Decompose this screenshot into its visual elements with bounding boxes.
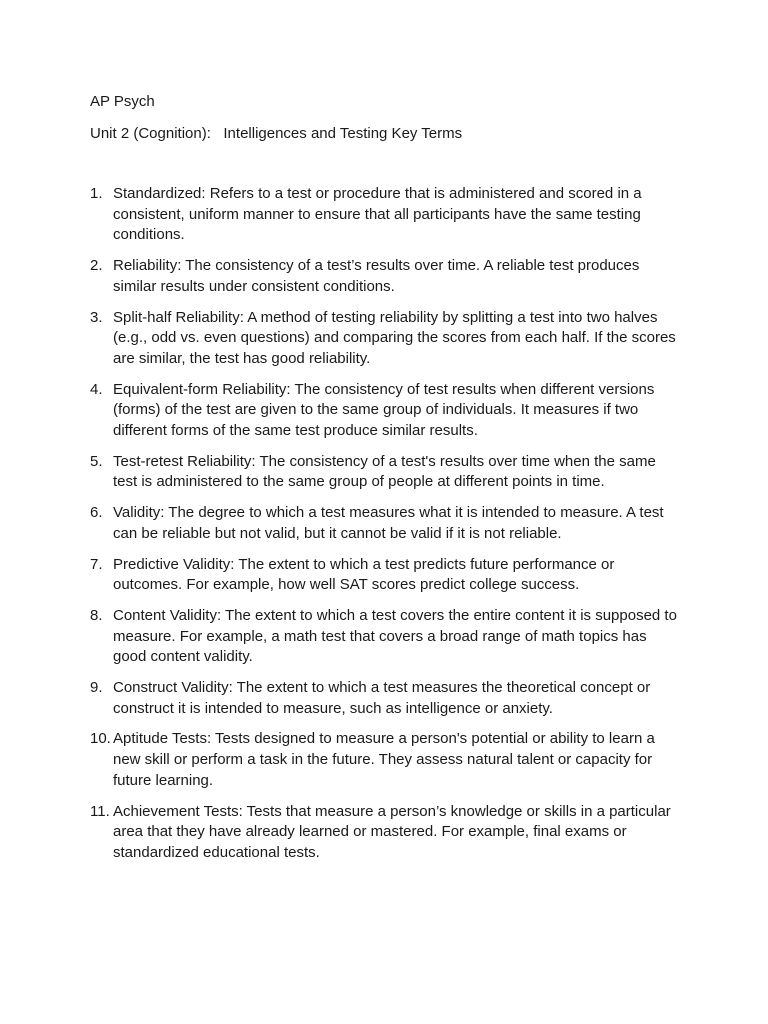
term-text: Standardized: Refers to a test or procedure that is administered and scored in a consistent, uniform manner to ensure that all participants have the same testing conditions. <box>113 185 642 244</box>
term-number: 11. <box>90 802 110 820</box>
term-number: 9. <box>90 679 103 697</box>
term-text: Aptitude Tests: Tests designed to measure a person's potential or ability to learn a new skill or perform a task in the future. They assess natural talent or capacity for future learning. <box>113 730 655 789</box>
term-item <box>90 729 680 791</box>
term-item <box>90 308 680 370</box>
term-item <box>90 452 680 493</box>
term-item <box>90 380 680 442</box>
term-number: 5. <box>90 452 103 470</box>
term-text: Equivalent-form Reliability: The consistency of test results when different versions (forms) of the test are given to the same group of individuals. It measures if two different forms of the same test produce similar results. <box>113 380 655 440</box>
term-number: 6. <box>90 504 103 522</box>
term-item <box>90 678 680 719</box>
term-number: 4. <box>90 380 103 398</box>
term-item <box>90 503 680 544</box>
term-item <box>90 802 680 864</box>
term-number: 8. <box>90 606 103 624</box>
term-item <box>90 555 680 596</box>
term-text: Validity: The degree to which a test measures what it is intended to measure. A test can be reliable but not valid, but it cannot be valid if it is not reliable. <box>113 504 664 542</box>
term-number: 7. <box>90 555 103 573</box>
term-item <box>90 606 680 668</box>
term-text: Test-retest Reliability: The consistency of a test's results over time when the same test is administered to the same group of people at different points in time. <box>113 452 656 491</box>
term-number: 10. <box>90 730 111 748</box>
term-text: Reliability: The consistency of a test’s results over time. A reliable test produces similar results under consistent conditions. <box>113 257 640 295</box>
term-item <box>90 184 680 246</box>
term-number: 2. <box>90 257 103 275</box>
term-text: Predictive Validity: The extent to which a test predicts future performance or outcomes. For example, how well SAT scores predict college success. <box>113 555 615 594</box>
term-number: 1. <box>90 185 103 202</box>
term-text: Achievement Tests: Tests that measure a person’s knowledge or skills in a particular area that they have already learned or mastered. For example, final exams or standardized educational tests. <box>113 802 671 861</box>
term-item <box>90 256 680 297</box>
course-title: AP Psych <box>90 93 155 110</box>
term-text: Split-half Reliability: A method of testing reliability by splitting a test into two halves (e.g., odd vs. even questions) and comparing the scores from each half. If the scores are similar, the test has good reliability. <box>113 308 676 367</box>
term-text: Content Validity: The extent to which a test covers the entire content it is supposed to measure. For example, a math test that covers a broad range of math topics has good content validity. <box>113 606 677 666</box>
term-text: Construct Validity: The extent to which a test measures the theoretical concept or construct it is intended to measure, such as intelligence or anxiety. <box>113 679 651 717</box>
term-number: 3. <box>90 308 103 326</box>
unit-title: Unit 2 (Cognition): Intelligences and Testing Key Terms <box>90 125 463 142</box>
key-terms-list <box>90 184 680 874</box>
